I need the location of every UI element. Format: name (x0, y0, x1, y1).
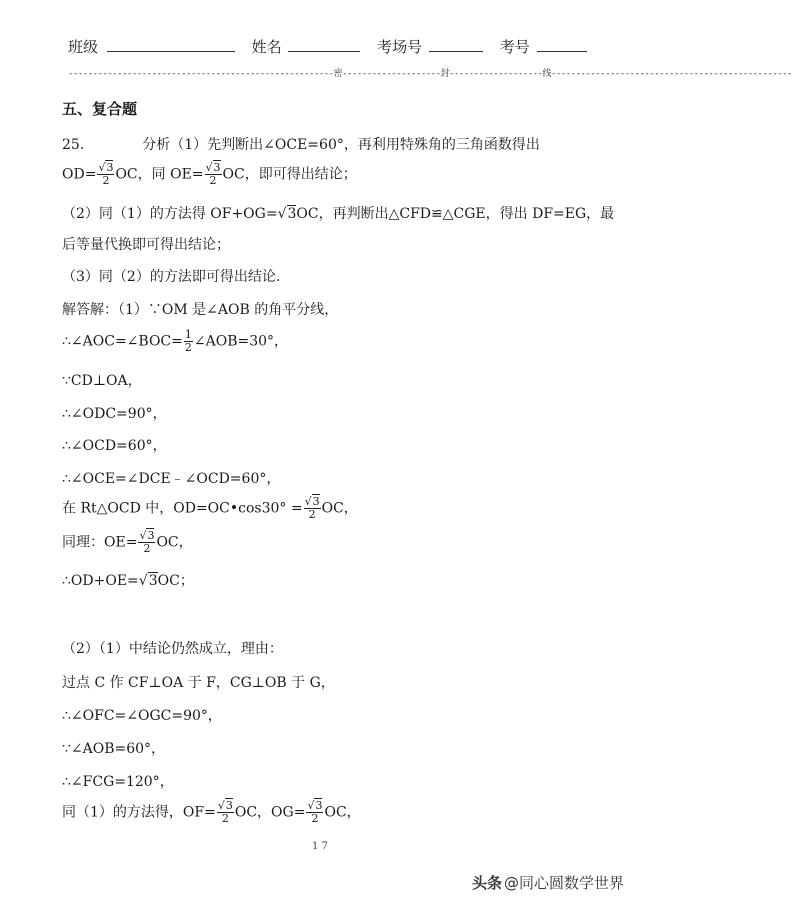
sqrt3: √3 (277, 206, 297, 222)
class-blank[interactable] (107, 37, 235, 52)
exam-header (68, 36, 587, 57)
seal-xian: 线 (542, 69, 551, 79)
solution-line-2: ∴∠AOC=∠BOC= $\frac{1}{2}$ ∠AOB=30°， (62, 328, 289, 354)
seal-feng: 封 (440, 69, 450, 79)
name-label: 姓名 (251, 38, 282, 56)
fraction-1-over-2: $\frac{1}{2}$ (184, 328, 192, 354)
number-blank[interactable] (537, 37, 587, 52)
section-title: 五、复合题 (62, 100, 138, 118)
part2-line-1: （2）（1）中结论仍然成立，理由： (62, 641, 283, 657)
part2-line-4: ∵∠AOB=60°， (62, 741, 166, 757)
solution-line-3: ∵CD⊥OA， (62, 373, 142, 389)
seal-line: ------------------------------------------------------密--------------------封-------------------线------------------------------------------------- (68, 69, 792, 79)
solution-line-1: 解答解：（1）∵OM 是∠AOB 的角平分线， (62, 302, 339, 318)
analysis-line-1: 25. 分析（1）先判断出∠OCE=60°，再利用特殊角的三角函数得出 (62, 137, 540, 153)
analysis-line-3: （2）同（1）的方法得 OF+OG=√3OC，再判断出△CFD≌△CGE，得出 DF=EG，最 (62, 206, 615, 222)
solution-line-6: ∴∠OCE=∠DCE﹣∠OCD=60°， (62, 471, 281, 487)
name-blank[interactable] (288, 37, 360, 52)
solution-line-4: ∴∠ODC=90°， (62, 406, 167, 422)
part2-line-3: ∴∠OFC=∠OGC=90°， (62, 708, 222, 724)
analysis-line-5: （3）同（2）的方法即可得出结论. (62, 269, 281, 285)
number-label: 考号 (499, 38, 530, 56)
fraction-sqrt3-over-2: $\frac{√3}{2}$ (217, 799, 233, 825)
part2-line-2: 过点 C 作 CF⊥OA 于 F，CG⊥OB 于 G， (62, 675, 335, 691)
fraction-sqrt3-over-2: $\frac{√3}{2}$ (304, 495, 320, 521)
fraction-sqrt3-over-2: $\frac{√3}{2}$ (98, 161, 114, 187)
class-label: 班级 (68, 38, 99, 56)
watermark-text: @同心圆数学世界 (503, 874, 624, 892)
room-label: 考场号 (377, 38, 423, 56)
analysis-line-2: OD= $\frac{√3}{2}$ OC，同 OE= $\frac{√3}{2}$ OC，即可得出结论； (62, 161, 357, 187)
page-number: 1 7 (312, 841, 328, 852)
fraction-sqrt3-over-2: $\frac{√3}{2}$ (139, 529, 155, 555)
analysis-line-4: 后等量代换即可得出结论； (62, 237, 230, 253)
solution-line-5: ∴∠OCD=60°， (62, 438, 167, 454)
room-blank[interactable] (429, 37, 483, 52)
problem-number: 25. (62, 137, 85, 153)
part2-line-5: ∴∠FCG=120°， (62, 774, 174, 790)
fraction-sqrt3-over-2: $\frac{√3}{2}$ (307, 799, 323, 825)
solution-line-7: 在 Rt△OCD 中，OD=OC•cos30° = $\frac{√3}{2}$ OC， (62, 495, 358, 521)
solution-line-9: ∴OD+OE=√3OC； (62, 573, 194, 589)
sqrt3: √3 (138, 573, 158, 589)
seal-mi: 密 (333, 69, 343, 79)
watermark (472, 872, 624, 893)
fraction-sqrt3-over-2: $\frac{√3}{2}$ (205, 161, 221, 187)
toutiao-logo: 头条 (471, 874, 502, 892)
part2-line-6: 同（1）的方法得，OF= $\frac{√3}{2}$ OC，OG= $\frac{√3}{2}$ OC， (62, 799, 361, 825)
solution-line-8: 同理：OE= $\frac{√3}{2}$ OC， (62, 529, 193, 555)
